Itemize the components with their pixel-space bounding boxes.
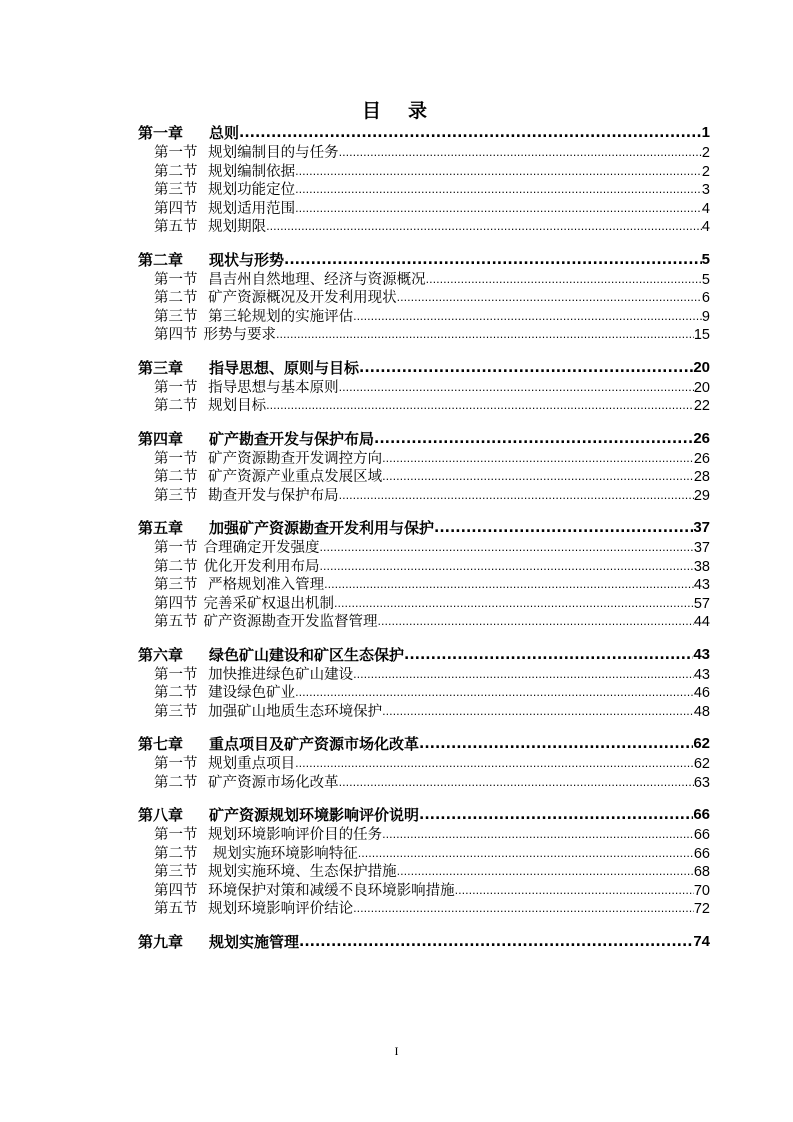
section-page-number: 70 — [693, 882, 710, 899]
section-number: 第三节 — [154, 703, 198, 720]
chapter-title: 现状与形势 — [209, 250, 285, 269]
section-page-number: 28 — [693, 469, 710, 485]
section-number: 第一节 — [154, 145, 198, 161]
toc-chapter-block — [138, 517, 710, 632]
section-number: 第三节 — [154, 577, 198, 593]
chapter-page-number: 74 — [693, 932, 710, 950]
dot-leader — [239, 122, 702, 144]
section-number: 第一节 — [154, 666, 198, 683]
section-number: 第五节 — [154, 614, 198, 630]
section-title: 昌吉州自然地理、经济与资源概况 — [203, 271, 426, 288]
section-page-number: 4 — [701, 219, 710, 235]
section-title: 规划实施环境、生态保护措施 — [203, 864, 397, 880]
dot-leader — [353, 900, 694, 919]
chapter-page-number: 20 — [693, 358, 710, 376]
section-title: 规划适用范围 — [203, 200, 296, 217]
section-page-number: 66 — [693, 827, 710, 843]
section-number: 第四节 — [154, 595, 198, 612]
section-page-number: 43 — [693, 666, 710, 683]
section-number: 第二节 — [154, 290, 198, 306]
section-number: 第三节 — [154, 487, 198, 504]
chapter-title: 指导思想、原则与目标 — [209, 358, 360, 377]
dot-leader — [295, 755, 694, 774]
section-page-number: 48 — [693, 703, 710, 720]
section-page-number: 5 — [701, 271, 710, 288]
section-number: 第四节 — [154, 200, 198, 217]
section-title: 指导思想与基本原则 — [203, 379, 339, 396]
toc-section-entry[interactable] — [138, 826, 710, 845]
section-page-number: 72 — [693, 901, 710, 917]
section-page-number: 29 — [693, 487, 710, 504]
toc-section-entry[interactable] — [138, 271, 710, 290]
section-title: 加强矿山地质生态环境保护 — [203, 703, 383, 720]
dot-leader — [339, 144, 702, 163]
section-page-number: 57 — [693, 595, 710, 612]
section-page-number: 9 — [701, 308, 710, 325]
section-page-number: 44 — [693, 614, 710, 630]
chapter-page-number: 5 — [701, 250, 710, 268]
section-number: 第一节 — [154, 540, 198, 556]
toc-chapter-block — [138, 804, 710, 919]
section-title: 矿产资源市场化改革 — [203, 774, 339, 791]
section-title: 规划编制依据 — [203, 163, 296, 180]
section-number: 第二节 — [154, 398, 198, 414]
section-page-number: 22 — [693, 398, 710, 414]
page-number: I — [394, 1044, 399, 1058]
chapter-number: 第四章 — [138, 429, 184, 448]
section-page-number: 2 — [701, 163, 710, 180]
section-title: 形势与要求 — [203, 327, 276, 343]
section-number: 第二节 — [154, 845, 198, 862]
dot-leader — [434, 517, 693, 539]
toc-section-entry[interactable] — [138, 379, 710, 398]
section-title: 矿产资源勘查开发监督管理 — [203, 614, 378, 630]
dot-leader — [353, 308, 702, 327]
toc-chapter-block — [138, 733, 710, 792]
dot-leader — [419, 733, 693, 755]
page-title: 目 录 — [361, 100, 431, 122]
section-title: 合理确定开发强度 — [203, 540, 320, 556]
toc-section-entry[interactable] — [138, 882, 710, 901]
section-title: 加快推进绿色矿山建设 — [203, 666, 354, 683]
section-number: 第二节 — [154, 163, 198, 180]
section-title: 完善采矿权退出机制 — [203, 595, 334, 612]
toc-chapter-block — [138, 249, 710, 345]
dot-leader — [276, 326, 694, 345]
chapter-page-number: 43 — [693, 645, 710, 663]
toc-section-entry[interactable] — [138, 684, 710, 703]
chapter-number: 第五章 — [138, 519, 184, 537]
section-page-number: 15 — [693, 327, 710, 343]
section-number: 第三节 — [154, 864, 198, 880]
dot-leader — [339, 774, 694, 793]
toc-section-entry[interactable] — [138, 595, 710, 614]
chapter-number: 第三章 — [138, 358, 184, 377]
section-title: 环境保护对策和减缓不良环境影响措施 — [203, 882, 455, 899]
section-number: 第二节 — [154, 558, 198, 575]
toc-section-entry[interactable] — [138, 863, 710, 882]
dot-leader — [374, 428, 693, 450]
toc-chapter-entry[interactable] — [138, 517, 710, 539]
section-number: 第五节 — [154, 901, 198, 917]
toc-chapter-block — [138, 428, 710, 506]
dot-leader — [455, 882, 694, 901]
toc-chapter-entry[interactable] — [138, 931, 710, 953]
toc-section-entry[interactable] — [138, 218, 710, 237]
section-number: 第三节 — [154, 182, 198, 198]
dot-leader — [382, 826, 694, 845]
section-number: 第二节 — [154, 774, 198, 791]
dot-leader — [324, 576, 694, 595]
dot-leader — [382, 450, 694, 469]
chapter-page-number: 1 — [701, 124, 710, 141]
dot-leader — [426, 271, 702, 290]
toc-chapter-entry[interactable] — [138, 733, 710, 755]
section-page-number: 62 — [693, 756, 710, 772]
section-title: 矿产资源概况及开发利用现状 — [203, 290, 397, 306]
toc-section-entry[interactable] — [138, 289, 710, 308]
section-number: 第一节 — [154, 379, 198, 396]
section-number: 第二节 — [154, 469, 198, 485]
toc-chapter-block — [138, 644, 710, 722]
section-title: 第三轮规划的实施评估 — [203, 308, 354, 325]
chapter-number: 第六章 — [138, 645, 184, 664]
dot-leader — [339, 487, 694, 506]
section-page-number: 38 — [693, 558, 710, 575]
chapter-page-number: 62 — [693, 735, 710, 752]
dot-leader — [295, 181, 702, 200]
chapter-title: 重点项目及矿产资源市场化改革 — [209, 735, 420, 753]
toc-chapter-entry[interactable] — [138, 249, 710, 271]
section-number: 第一节 — [154, 271, 198, 288]
chapter-title: 规划实施管理 — [209, 932, 300, 951]
dot-leader — [404, 644, 693, 666]
dot-leader — [320, 558, 694, 577]
toc-section-entry[interactable] — [138, 326, 710, 345]
section-title: 规划期限 — [203, 219, 267, 235]
dot-leader — [295, 684, 694, 703]
dot-leader — [295, 200, 702, 219]
toc-chapter-entry[interactable] — [138, 644, 710, 666]
section-page-number: 20 — [693, 379, 710, 396]
section-page-number: 66 — [693, 845, 710, 862]
section-title: 优化开发利用布局 — [203, 558, 320, 575]
section-page-number: 2 — [701, 145, 710, 161]
chapter-page-number: 26 — [693, 429, 710, 447]
toc-section-entry[interactable] — [138, 539, 710, 558]
dot-leader — [378, 613, 694, 632]
toc-section-entry[interactable] — [138, 163, 710, 182]
dot-leader — [397, 289, 702, 308]
section-number: 第四节 — [154, 327, 198, 343]
chapter-number: 第九章 — [138, 932, 184, 951]
toc-chapter-entry[interactable] — [138, 428, 710, 450]
section-title: 规划目标 — [203, 398, 267, 414]
dot-leader — [397, 863, 694, 882]
toc-section-entry[interactable] — [138, 774, 710, 793]
section-title: 规划编制目的与任务 — [203, 145, 339, 161]
chapter-number: 第一章 — [138, 124, 184, 142]
section-number: 第二节 — [154, 685, 198, 701]
chapter-title: 矿产资源规划环境影响评价说明 — [209, 806, 420, 824]
section-number: 第一节 — [154, 756, 198, 772]
section-number: 第五节 — [154, 219, 198, 235]
dot-leader — [353, 666, 694, 685]
toc-section-entry[interactable] — [138, 666, 710, 685]
toc-section-entry[interactable] — [138, 468, 710, 487]
section-title: 矿产资源勘查开发调控方向 — [203, 450, 383, 467]
table-of-contents — [138, 122, 710, 953]
dot-leader — [266, 218, 702, 237]
chapter-title: 矿产勘查开发与保护布局 — [209, 429, 375, 448]
section-number: 第四节 — [154, 882, 198, 899]
section-title: 规划环境影响评价目的任务 — [203, 827, 383, 843]
toc-section-entry[interactable] — [138, 181, 710, 200]
dot-leader — [382, 468, 694, 487]
toc-section-entry[interactable] — [138, 487, 710, 506]
toc-section-entry[interactable] — [138, 200, 710, 219]
section-title: 严格规划准入管理 — [203, 577, 325, 593]
section-page-number: 3 — [701, 182, 710, 198]
section-title: 勘查开发与保护布局 — [203, 487, 339, 504]
toc-chapter-entry[interactable] — [138, 804, 710, 826]
toc-chapter-block — [138, 122, 710, 237]
dot-leader — [284, 249, 702, 271]
toc-section-entry[interactable] — [138, 755, 710, 774]
dot-leader — [320, 539, 694, 558]
toc-section-entry[interactable] — [138, 308, 710, 327]
chapter-title: 加强矿产资源勘查开发利用与保护 — [209, 519, 435, 537]
toc-section-entry[interactable] — [138, 845, 710, 864]
section-title: 规划功能定位 — [203, 182, 296, 198]
dot-leader — [295, 163, 702, 182]
chapter-title: 绿色矿山建设和矿区生态保护 — [209, 645, 405, 664]
section-page-number: 26 — [693, 450, 710, 467]
section-page-number: 37 — [693, 540, 710, 556]
dot-leader — [358, 845, 694, 864]
dot-leader — [299, 931, 693, 953]
toc-chapter-entry[interactable] — [138, 122, 710, 144]
section-page-number: 4 — [701, 200, 710, 217]
toc-section-entry[interactable] — [138, 576, 710, 595]
section-number: 第一节 — [154, 827, 198, 843]
toc-section-entry[interactable] — [138, 900, 710, 919]
dot-leader — [382, 703, 694, 722]
section-title: 建设绿色矿业 — [203, 685, 296, 701]
section-page-number: 68 — [693, 864, 710, 880]
toc-section-entry[interactable] — [138, 450, 710, 469]
toc-section-entry[interactable] — [138, 144, 710, 163]
section-page-number: 63 — [693, 774, 710, 791]
chapter-page-number: 66 — [693, 806, 710, 823]
section-title: 规划实施环境影响特征 — [203, 845, 358, 862]
section-page-number: 46 — [693, 685, 710, 701]
toc-section-entry[interactable] — [138, 397, 710, 416]
dot-leader — [339, 379, 694, 398]
dot-leader — [419, 804, 693, 826]
toc-chapter-block — [138, 931, 710, 953]
toc-section-entry[interactable] — [138, 558, 710, 577]
chapter-title: 总则 — [209, 124, 240, 142]
section-title: 规划重点项目 — [203, 756, 296, 772]
toc-section-entry[interactable] — [138, 613, 710, 632]
toc-section-entry[interactable] — [138, 703, 710, 722]
section-title: 规划环境影响评价结论 — [203, 901, 354, 917]
dot-leader — [359, 357, 693, 379]
dot-leader — [334, 595, 694, 614]
toc-chapter-entry[interactable] — [138, 357, 710, 379]
section-page-number: 6 — [701, 290, 710, 306]
toc-chapter-block — [138, 357, 710, 416]
section-page-number: 43 — [693, 577, 710, 593]
chapter-page-number: 37 — [693, 519, 710, 536]
chapter-number: 第二章 — [138, 250, 184, 269]
chapter-number: 第七章 — [138, 735, 184, 753]
section-title: 矿产资源产业重点发展区域 — [203, 469, 383, 485]
section-number: 第三节 — [154, 308, 198, 325]
chapter-number: 第八章 — [138, 806, 184, 824]
section-number: 第一节 — [154, 450, 198, 467]
dot-leader — [266, 397, 694, 416]
